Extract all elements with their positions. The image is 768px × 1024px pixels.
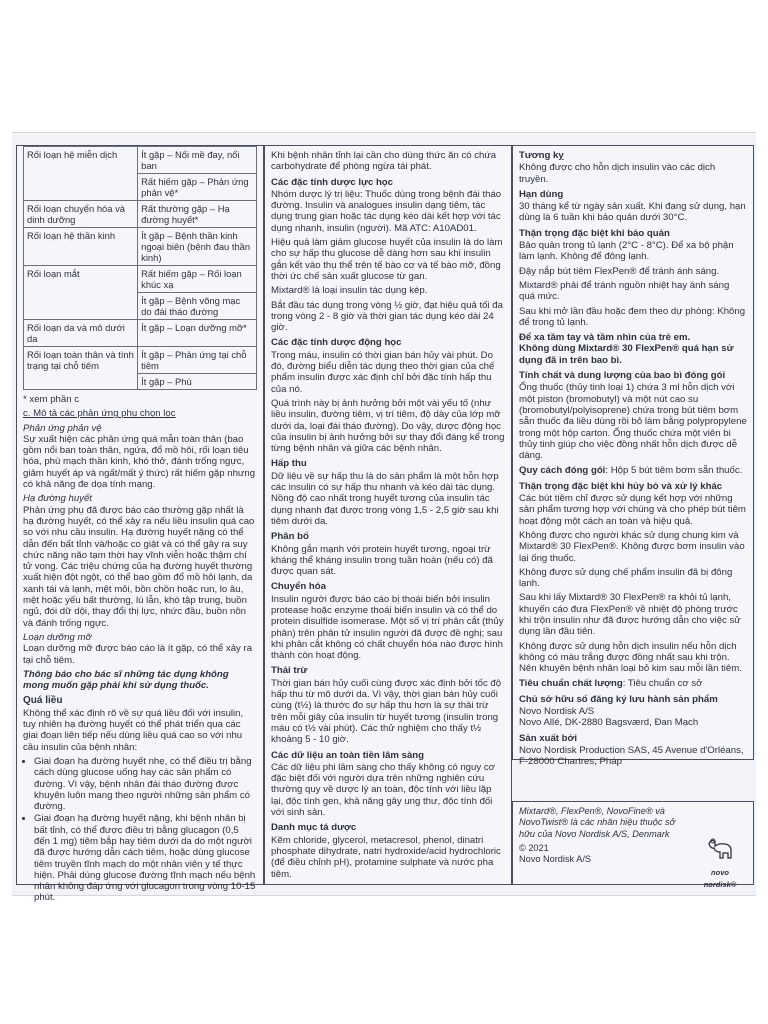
novo-nordisk-logo [695,834,745,889]
paragraph: Kẽm chloride, glycerol, metacresol, phenol, dinatri phosphate dihydrate, natri hydroxide/acid hydrochloric (để điều chỉnh pH), protamine sulphate và nước pha tiêm. [271,834,501,880]
expiry-warning: Không dùng Mixtard® 30 FlexPen® quá hạn sử dụng đã in trên bao bì. [519,343,734,366]
metabolism-heading: Chuyển hóa [271,581,326,593]
table-cell-frequency: Ít gặp – Phù [138,374,257,390]
paragraph: Không được cho hỗn dịch insulin vào các dịch truyền. [519,162,716,185]
paragraph: Sau khi lấy Mixtard® 30 FlexPen® ra khỏi tủ lạnh, khuyến cáo đưa FlexPen® về nhiệt độ phòng trước khi trộn insulin như đã được hướng dẫn cho việc sử dụng lần đầu tiên. [519,592,741,638]
column-1 [16,145,264,904]
recovery-text: Khi bệnh nhân tỉnh lại cần cho dùng thức ăn có chứa carbohydrate để phòng ngừa tái phát. [271,150,497,173]
paragraph: Nhóm dược lý trị liệu: Thuốc dùng trong bệnh đái tháo đường. Insulin và analogues insulin dạng tiêm, tác dụng trung gian hoặc tác dụng kéo dài kết hợp với tác dụng nhanh, insulin (người). Mã ATC: A10AD01. [271,188,502,234]
table-row [24,147,257,174]
column-2 [264,145,512,885]
table-cell-system: Rối loạn chuyển hóa và dinh dưỡng [24,201,138,228]
table-row [24,266,257,293]
pack-spec-value: : Hộp 5 bút tiêm bơm sẵn thuốc. [605,465,743,477]
report-notice: Thông báo cho bác sĩ những tác dụng không mong muốn gặp phải khi sử dụng thuốc. [23,668,229,692]
paragraph: Đậy nắp bút tiêm FlexPen® để tránh ánh sáng. [519,265,720,277]
logo-text: novo nordisk® [703,868,737,889]
lipodystrophy-heading: Loạn dưỡng mỡ [23,631,92,643]
trademark-box [512,801,754,889]
hypoglycemia-heading: Hạ đường huyết [23,493,92,505]
distribution-heading: Phân bố [271,531,309,543]
overdose-list [23,756,257,904]
owner-heading: Chủ sở hữu số đăng ký lưu hành sản phẩm [519,693,718,705]
table-cell-frequency: Ít gặp – Phản ứng tại chỗ tiêm [138,347,257,374]
paragraph: Hiệu quả làm giảm glucose huyết của insulin là do làm cho sự hấp thu glucose dễ dàng hơn sau khi insulin gắn kết vào thụ thể trên tế bào cơ và tế bào mỡ, đồng thời ức chế sản xuất glucose từ gan. [271,237,503,282]
disposal-heading: Thận trọng đặc biệt khi hủy bỏ và xử lý khác [519,480,723,492]
owner-name: Novo Nordisk A/S [519,706,595,718]
leaflet-page [12,132,756,904]
table-cell-frequency: Rất hiếm gặp – Phản ứng phản vệ* [138,174,257,201]
incompatibility-heading: Tương kỵ [519,150,564,161]
paragraph: Thời gian bán hủy cuối cùng được xác định bởi tốc độ hấp thu từ mô dưới da. Vì vậy, thời gian bán hủy cuối cùng (t½) là thước đo sự hấp thu hơn là sự thải trừ trên mỗi giây của insulin từ huyết tương (insulin trong máu có t½ vài phút). Các thử nghiệm cho thấy t½ khoảng 5 - 10 giờ. [271,677,502,746]
paragraph: Dữ liệu về sự hấp thu là do sản phẩm là một hỗn hợp các insulin có sự hấp thu nhanh và kéo dài tác dụng. Nồng độ cao nhất trong huyết tương của insulin tác dụng nhanh đạt được trong vòng 1,5 - 2,5 giờ sau khi tiêm dưới da. [271,470,499,527]
paragraph: Trong máu, insulin có thời gian bán hủy vài phút. Do đó, đường biểu diễn tác dụng theo thời gian của chế phẩm insulin được xác định chỉ bởi đặc tính hấp thu của nó. [271,349,495,395]
list-item: • Giai đoạn hạ đường huyết nặng, khi bệnh nhân bị bất tỉnh, có thể được điều trị bằng glucagon (0,5 đến 1 mg) tiêm bắp hay tiêm dưới da do một người đã được hướng dẫn cách tiêm, hoặc dùng glucose tiêm truyền tĩnh mạch do một nhân viên y tế thực hiện. Phải dùng glucose đường tĩnh mạch nếu bệnh nhân không đáp ứng với glucagon trong vòng 10-15 phút. [34,813,257,903]
anaphylaxis-heading: Phản ứng phản vệ [23,422,102,434]
pack-spec-label: Quy cách đóng gói [519,465,606,477]
quality-label: Tiêu chuẩn chất lượng [519,678,623,690]
paragraph: Không được sử dụng chế phẩm insulin đã bị đông lạnh. [519,566,733,590]
manufacturer-address: Novo Nordisk Production SAS, 45 Avenue d'Orléans, [519,744,744,756]
paragraph: Ống thuốc (thủy tinh loại 1) chứa 3 ml hỗn dịch với một piston (bromobutyl) và một nút cao su (bromobutyl/polyisoprene) chứa trong bút tiêm bơm sẵn thuốc đa liều dùng rồi bỏ làm bằng polypropylene trong một hộp carton. Ống thuốc chứa một viên bi thủy tinh giúp cho việc đồng nhất hỗn dịch được dễ dàng. [519,382,747,462]
table-cell-frequency: Ít gặp – Bệnh thần kinh ngoại biên (bệnh đau thần kinh) [138,228,257,266]
hypoglycemia-text: Phản ứng phụ đã được báo cáo thường gặp nhất là hạ đường huyết, có thể xảy ra nếu liều insulin quá cao so với nhu cầu insulin. Hạ đường huyết nặng có thể dẫn đến bất tỉnh và/hoặc co giật và có thể gây ra suy chức năng não tạm thời hay vĩnh viễn hoặc thậm chí tử vong. Các triệu chứng của hạ đường huyết thường xuất hiện đột ngột, có thể bao gồm đổ mồ hôi lạnh, da xanh tái và lạnh, mệt mỏi, bồn chồn hoặc run, lo âu, mệt hoặc yếu bất thường, lú lẫn, khó tập trung, buồn ngủ, đói dữ dội, thay đổi thị lực, nhức đầu, buồn nôn và đánh trống ngực. [23,504,255,629]
paragraph: Sau khi mở lần đầu hoặc đem theo dự phòng: Không để trong tủ lạnh. [519,305,746,328]
children-warning: Để xa tầm tay và tầm nhìn của trẻ em. [519,332,691,344]
table-cell-frequency: Rất thường gặp – Hạ đường huyết* [138,201,257,228]
table-cell-frequency: Ít gặp – Nổi mề đay, nổi ban [138,147,257,174]
paragraph: Quá trình này bị ảnh hưởng bởi một vài yếu tố (như liều insulin, đường tiêm, vị trí tiêm, độ dày của lớp mỡ dưới da, loại đái tháo đường). Do vậy, dược động học của insulin bị ảnh hưởng bởi sự thay đổi đáng kể trong từng bệnh nhân và giữa các bệnh nhân. [271,397,505,455]
table-row [24,201,257,228]
overdose-heading: Quá liều [23,695,63,707]
paragraph: Không được cho người khác sử dụng chung kim và Mixtard® 30 FlexPen®. Không được bơm insulin vào lại ống thuốc. [519,529,745,564]
apis-bull-icon [705,834,735,864]
table-row [24,228,257,266]
anaphylaxis-text: Sự xuất hiện các phản ứng quá mẫn toàn thân (bao gồm nổi ban toàn thân, ngứa, đổ mồ hôi, rối loạn tiêu hóa, phù mạch thần kinh, khó thở, đánh trống ngực, giảm huyết áp và ngất/mất ý thức) rất hiếm gặp nhưng có khả năng đe dọa tính mạng. [23,433,256,491]
paragraph: Các bút tiêm chỉ được sử dụng kết hợp với những sản phẩm tương hợp với chúng và cho phép bút tiêm hoạt động một cách an toàn và hiệu quả. [519,493,746,527]
list-item: • Giai đoạn hạ đường huyết nhẹ, có thể điều trị bằng cách dùng glucose uống hay các sản phẩm có đường. Vì vậy, bệnh nhân đái tháo đường được khuyên luôn mang theo người những sản phẩm có đường. [34,756,257,812]
paragraph: Bảo quản trong tủ lạnh (2°C - 8°C). Để xa bộ phận làm lạnh. Không để đông lạnh. [519,240,734,263]
table-cell-frequency: Ít gặp – Loạn dưỡng mỡ* [138,320,257,347]
table-cell-system: Rối loạn hệ miễn dịch [24,147,138,201]
column-3 [512,145,754,768]
preclinical-safety-heading: Các dữ liệu an toàn tiền lâm sàng [271,749,425,761]
table-row [24,320,257,347]
pack-spec [519,465,747,476]
table-cell-system: Rối loạn mắt [24,266,138,320]
paragraph: Các dữ liệu phi lâm sàng cho thấy không có nguy cơ đặc biệt đối với người dựa trên những nghiên cứu thường quy về dược lý an toàn, độc tính với liều lặp lại, độc tính gen, khả năng gây ung thư, độc tính đối với sinh sản. [271,761,495,819]
absorption-heading: Hấp thu [271,458,307,470]
pharmacokinetics-heading: Các đặc tính dược động học [271,337,402,349]
table-cell-frequency: Ít gặp – Bệnh võng mạc do đái tháo đường [138,293,257,320]
table-cell-system: Rối loạn da và mô dưới da [24,320,138,347]
elimination-heading: Thải trừ [271,665,308,677]
table-row [24,347,257,374]
shelf-life-heading: Hạn dùng [519,188,564,200]
paragraph: 30 tháng kể từ ngày sản xuất. Khi đang sử dụng, hạn dùng là 6 tuần khi bảo quản dưới 30°C. [519,201,746,224]
owner-address: Novo Allé, DK-2880 Bagsværd, Đan Mạch [519,717,699,729]
paragraph: Mixtard® phải để tránh nguồn nhiệt hay ánh sáng quá mức. [519,279,730,303]
lipodystrophy-text: Loạn dưỡng mỡ được báo cáo là ít gặp, có thể xảy ra tại chỗ tiêm. [23,643,253,666]
adverse-effects-table [23,146,257,390]
storage-heading: Thận trọng đặc biệt khi bảo quản [519,227,670,239]
quality-value: : Tiêu chuẩn cơ sở [622,678,703,690]
paragraph: Mixtard® là loại insulin tác dụng kép. [271,285,428,297]
section-c-heading: c. Mô tả các phản ứng phụ chọn lọc [23,408,176,420]
paragraph: Bắt đầu tác dụng trong vòng ½ giờ, đạt hiệu quả tối đa trong vòng 2 - 8 giờ và thời gian tác dụng kéo dài 24 giờ. [271,299,503,334]
paragraph: Không gắn mạnh với protein huyết tương, ngoại trừ kháng thể kháng insulin trong tuần hoàn (nếu có) đã được quan sát. [271,543,493,578]
manufacturer-city: F-28000 Chartres, Pháp [519,756,622,768]
paragraph: Insulin người được báo cáo bị thoái biến bởi insulin protease hoặc enzyme thoái biến insulin và có thể do protein disulfide isomerase. Một số vị trí phân cắt (thủy phân) trên phân tử insulin người đã được đề nghị; sau khi phân cắt không có chất chuyển hóa nào được hình thành còn hoạt động. [271,593,504,662]
quality-standard [519,678,747,689]
table-cell-frequency: Rất hiếm gặp – Rối loạn khúc xạ [138,266,257,293]
paragraph: Không được sử dụng hỗn dịch insulin nếu hỗn dịch không có màu trắng được đồng nhất sau khi trộn. Nên khuyên bệnh nhân loại bỏ kim sau mỗi lần tiêm. [519,640,742,675]
company-name: Novo Nordisk A/S [519,854,591,865]
manufacturer-heading: Sản xuất bởi [519,732,577,744]
pharmacodynamics-heading: Các đặc tính dược lực học [271,176,394,188]
table-footnote: * xem phần c [23,394,79,405]
trademark-text: Mixtard®, FlexPen®, NovoFine® và NovoTwist® là các nhãn hiệu thuộc sở hữu của Novo Nordisk A/S, Denmark [519,806,676,839]
table-cell-system: Rối loạn hệ thần kinh [24,228,138,266]
overdose-text: Không thể xác định rõ về sự quá liều đối với insulin, tuy nhiên hạ đường huyết có thể phát triển qua các giai đoạn liên tiếp nếu dùng liều quá cao so với nhu cầu insulin của bệnh nhân: [23,707,244,753]
table-cell-system: Rối loạn toàn thân và tình trạng tại chỗ tiêm [24,347,138,390]
excipients-heading: Danh mục tá dược [271,822,357,834]
packaging-heading: Tính chất và dung lượng của bao bì đóng gói [519,370,726,382]
copyright: © 2021 [519,842,549,853]
